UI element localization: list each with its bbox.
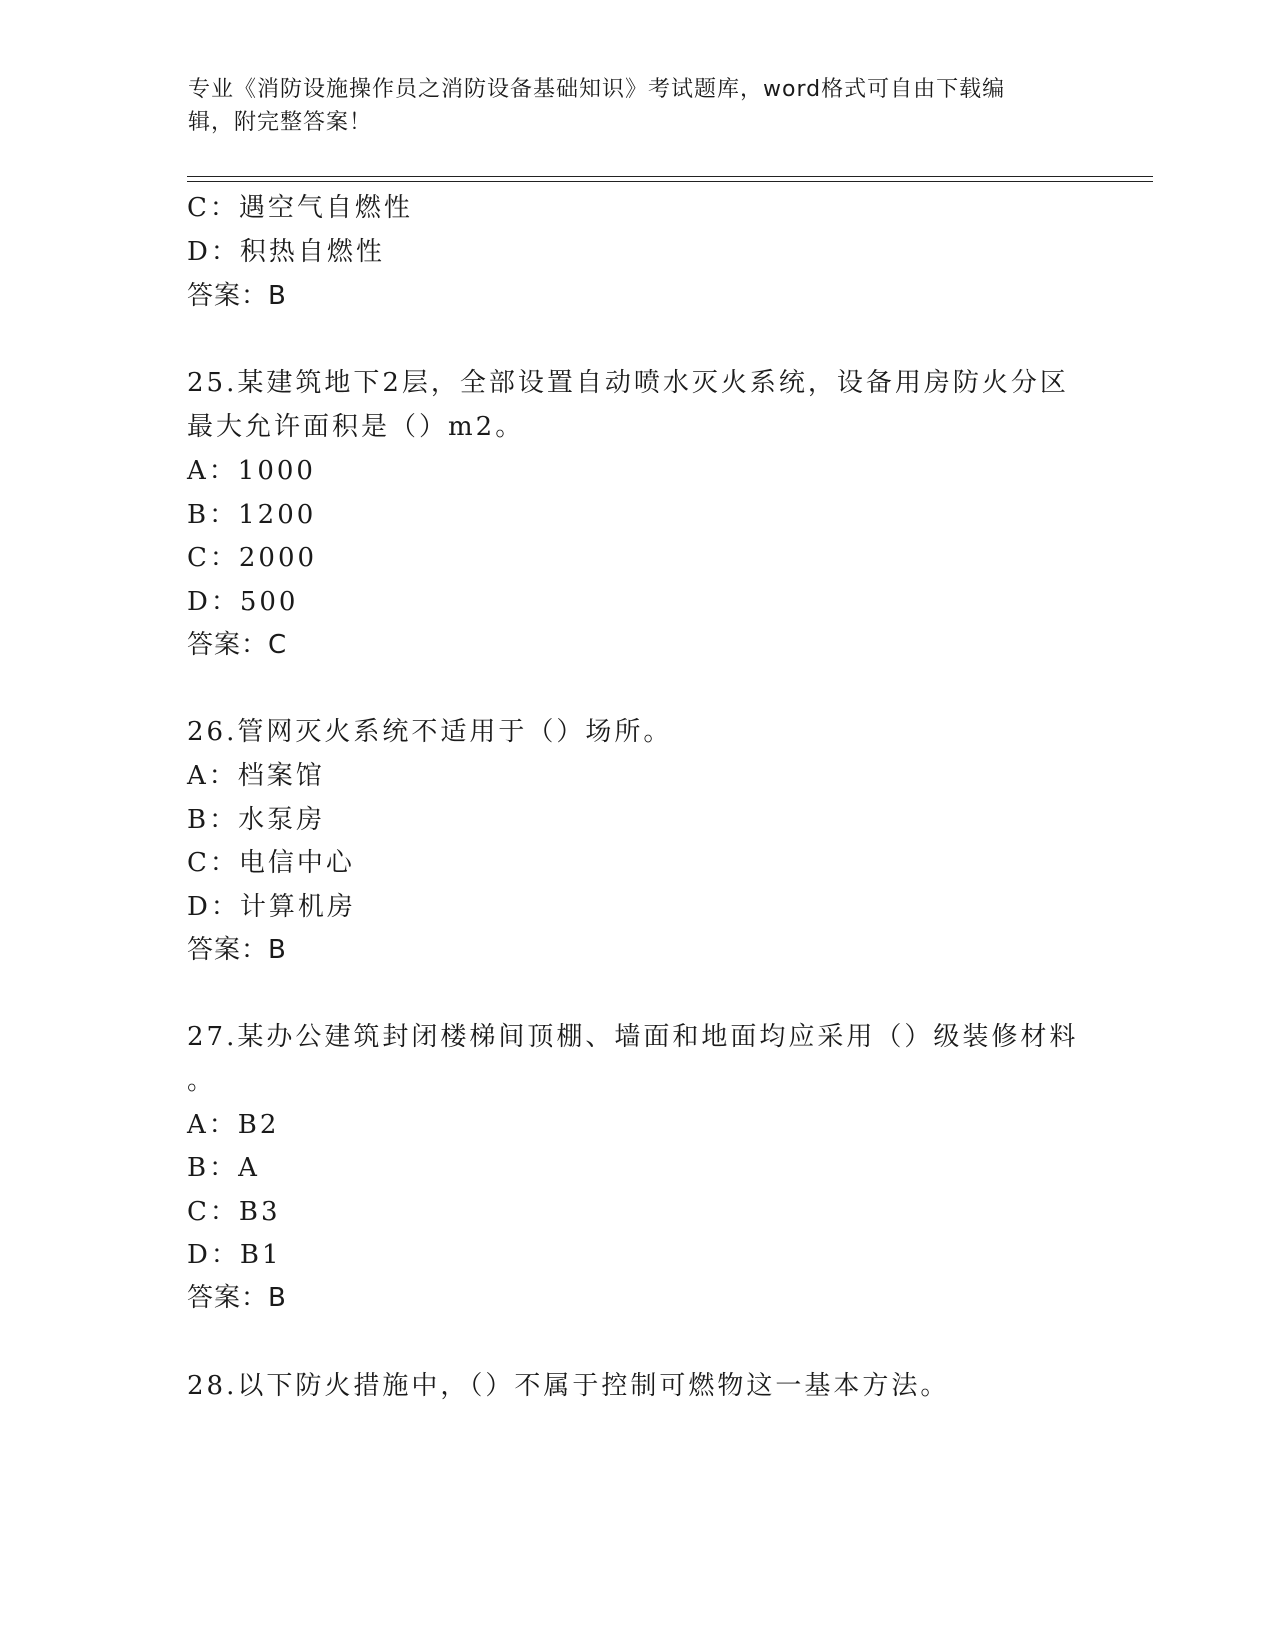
document-header (188, 73, 1068, 139)
q25-option-d: D：500 (187, 587, 299, 617)
q27-answer: 答案：B (187, 1283, 287, 1313)
header-divider-top (187, 176, 1153, 177)
q27-option-b: B：A (187, 1153, 260, 1183)
q27-option-d: D：B1 (187, 1240, 282, 1270)
q26-option-c: C：电信中心 (187, 848, 355, 878)
q26-option-d: D：计算机房 (187, 892, 356, 922)
prev-answer: 答案：B (187, 281, 287, 311)
q26-stem: 26.管网灭火系统不适用于（）场所。 (187, 717, 673, 747)
q27-option-a: A：B2 (187, 1110, 280, 1140)
prev-option-c: C：遇空气自燃性 (187, 193, 413, 223)
q25-stem-line-1: 25.某建筑地下2层，全部设置自动喷水灭火系统，设备用房防火分区 (187, 368, 1069, 398)
header-line-2: 辑，附完整答案！ (188, 110, 373, 135)
header-line-1: 专业《消防设施操作员之消防设备基础知识》考试题库，word格式可自由下载编 (188, 77, 1006, 102)
q26-option-b: B：水泵房 (187, 805, 326, 835)
q25-option-a: A：1000 (187, 456, 316, 486)
q25-option-c: C：2000 (187, 543, 318, 573)
q25-stem-line-2: 最大允许面积是（）m2。 (187, 412, 525, 442)
q27-stem-line-2: 。 (187, 1066, 217, 1096)
q26-option-a: A：档案馆 (187, 761, 325, 791)
q25-option-b: B：1200 (187, 500, 317, 530)
header-divider-bottom (187, 181, 1153, 182)
q28-stem: 28.以下防火措施中，（）不属于控制可燃物这一基本方法。 (187, 1371, 950, 1401)
q25-answer: 答案：C (187, 630, 288, 660)
q26-answer: 答案：B (187, 935, 287, 965)
prev-option-d: D：积热自燃性 (187, 237, 385, 267)
q27-option-c: C：B3 (187, 1197, 281, 1227)
q27-stem-line-1: 27.某办公建筑封闭楼梯间顶棚、墙面和地面均应采用（）级装修材料 (187, 1022, 1079, 1052)
